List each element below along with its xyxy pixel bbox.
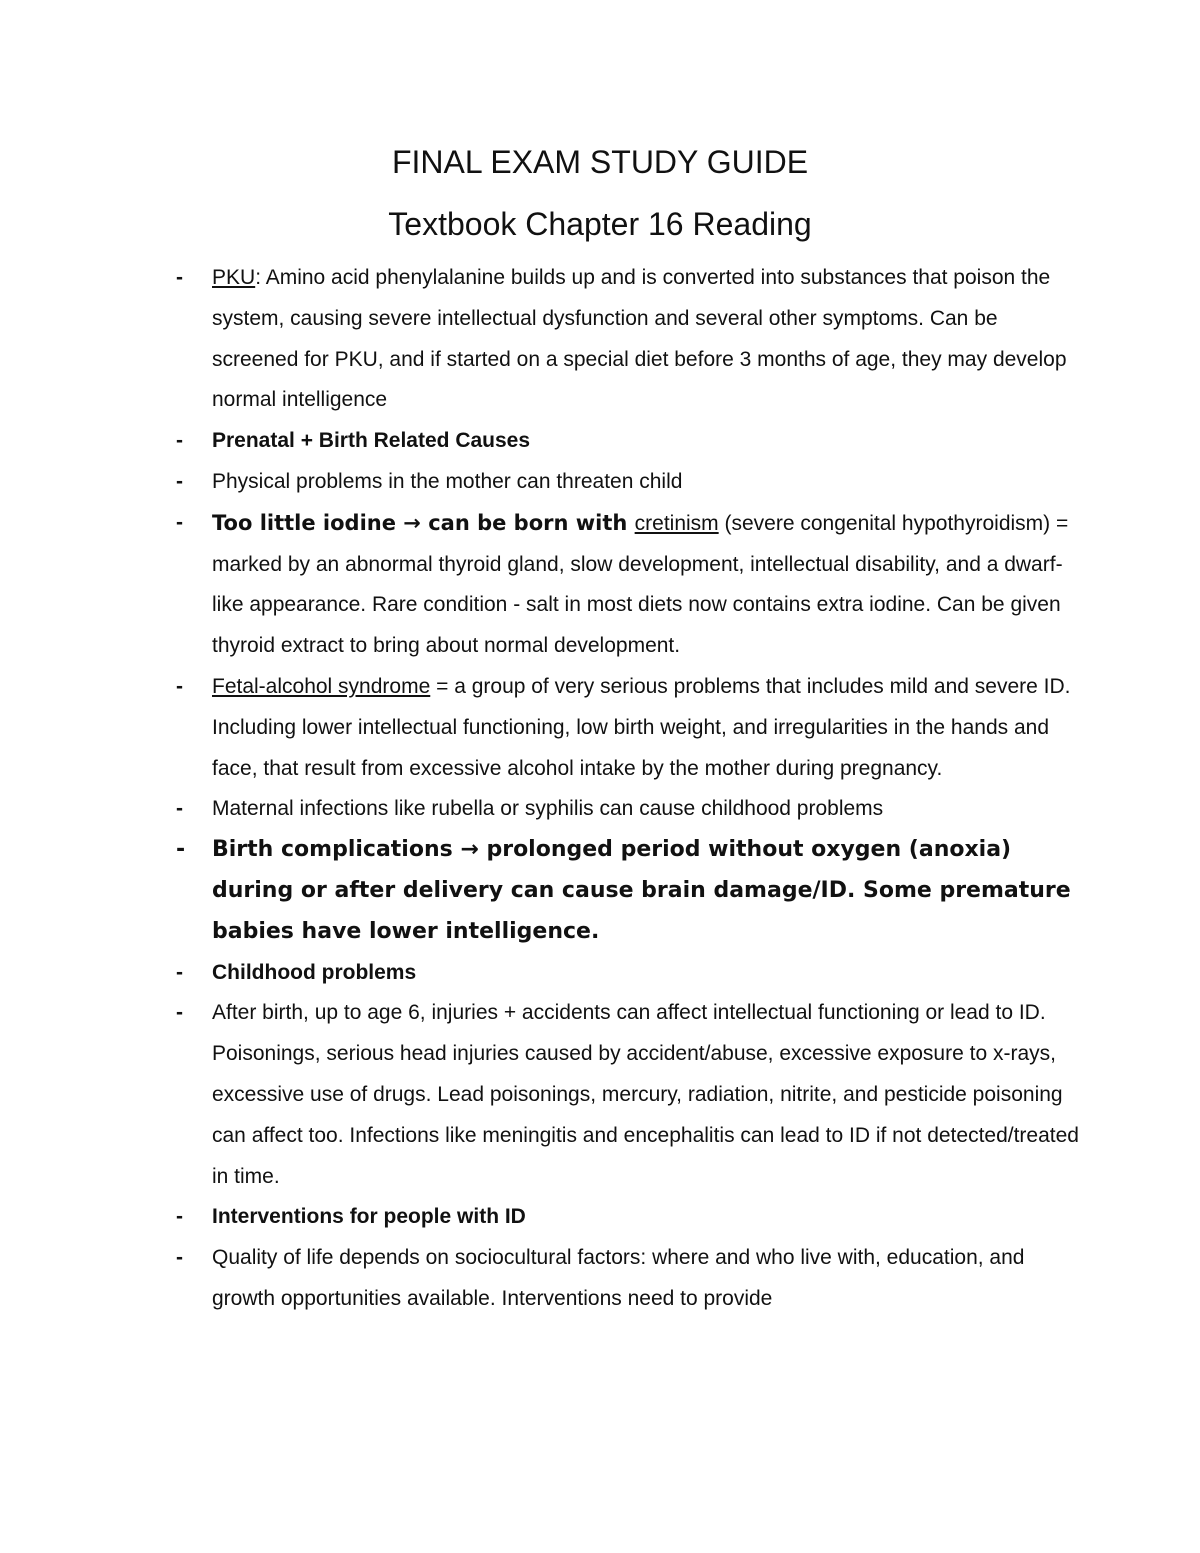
term-cretinism: cretinism — [634, 511, 719, 535]
list-item-iodine — [212, 503, 1082, 667]
term-fetal-alcohol: Fetal-alcohol syndrome — [212, 674, 431, 698]
list-item-after-birth — [212, 993, 1082, 1197]
notes-list — [212, 258, 1082, 1320]
item-text: Physical problems in the mother can threaten child — [212, 469, 683, 493]
list-item-heading-childhood — [212, 953, 1082, 994]
item-text: = a group of very serious problems that includes mild and severe ID. Including lower intellectual functioning, low birth weight, and irregularities in the hands and face, that result from excessive alcohol intake by the mother during pregnancy. — [212, 674, 1071, 780]
section-heading: Prenatal + Birth Related Causes — [212, 429, 531, 453]
list-item-fetal-alcohol — [212, 667, 1082, 789]
item-text: After birth, up to age 6, injuries + accidents can affect intellectual functioning or lead to ID. Poisonings, serious head injuries caused by accident/abuse, excessive exposure to x-rays, excessive use of drugs. Lead poisonings, mercury, radiation, nitrite, and pesticide poisoning can affect too. Infections like meningitis and encephalitis can lead to ID if not detected/treated in time. — [212, 1001, 1079, 1188]
item-text: Quality of life depends on sociocultural factors: where and who live with, education, and growth opportunities available. Interventions need to provide — [212, 1246, 1025, 1310]
list-item-physical-problems — [212, 462, 1082, 503]
item-text: (severe congenital hypothyroidism) = marked by an abnormal thyroid gland, slow development, intellectual disability, and a dwarf-like appearance. Rare condition - salt in most diets now contains extra iodine. Can be given thyroid extract to bring about normal development. — [212, 511, 1069, 658]
section-heading: Childhood problems — [212, 960, 417, 984]
list-item-maternal-infections — [212, 789, 1082, 830]
item-text: : Amino acid phenylalanine builds up and is converted into substances that poison the system, causing severe intellectual dysfunction and several other symptoms. Can be screened for PKU, and if started on a special diet before 3 months of age, they may develop normal intelligence — [212, 266, 1067, 412]
page-title: FINAL EXAM STUDY GUIDE — [391, 144, 809, 180]
section-heading: Interventions for people with ID — [212, 1205, 526, 1229]
list-item-quality-of-life — [212, 1238, 1082, 1320]
term-pku: PKU — [212, 266, 256, 289]
list-item-birth-complications — [212, 830, 1082, 952]
item-text: Birth complications → prolonged period without oxygen (anoxia) during or after delivery can cause brain damage/ID. Some premature babies have lower intelligence. — [212, 837, 1071, 944]
item-text: Maternal infections like rubella or syphilis can cause childhood problems — [212, 797, 884, 821]
page-subtitle: Textbook Chapter 16 Reading — [388, 206, 812, 242]
item-lead: Too little iodine → can be born with — [212, 510, 635, 535]
list-item-heading-interventions — [212, 1197, 1082, 1238]
list-item-heading-prenatal — [212, 421, 1082, 462]
list-item-pku — [212, 258, 1082, 421]
